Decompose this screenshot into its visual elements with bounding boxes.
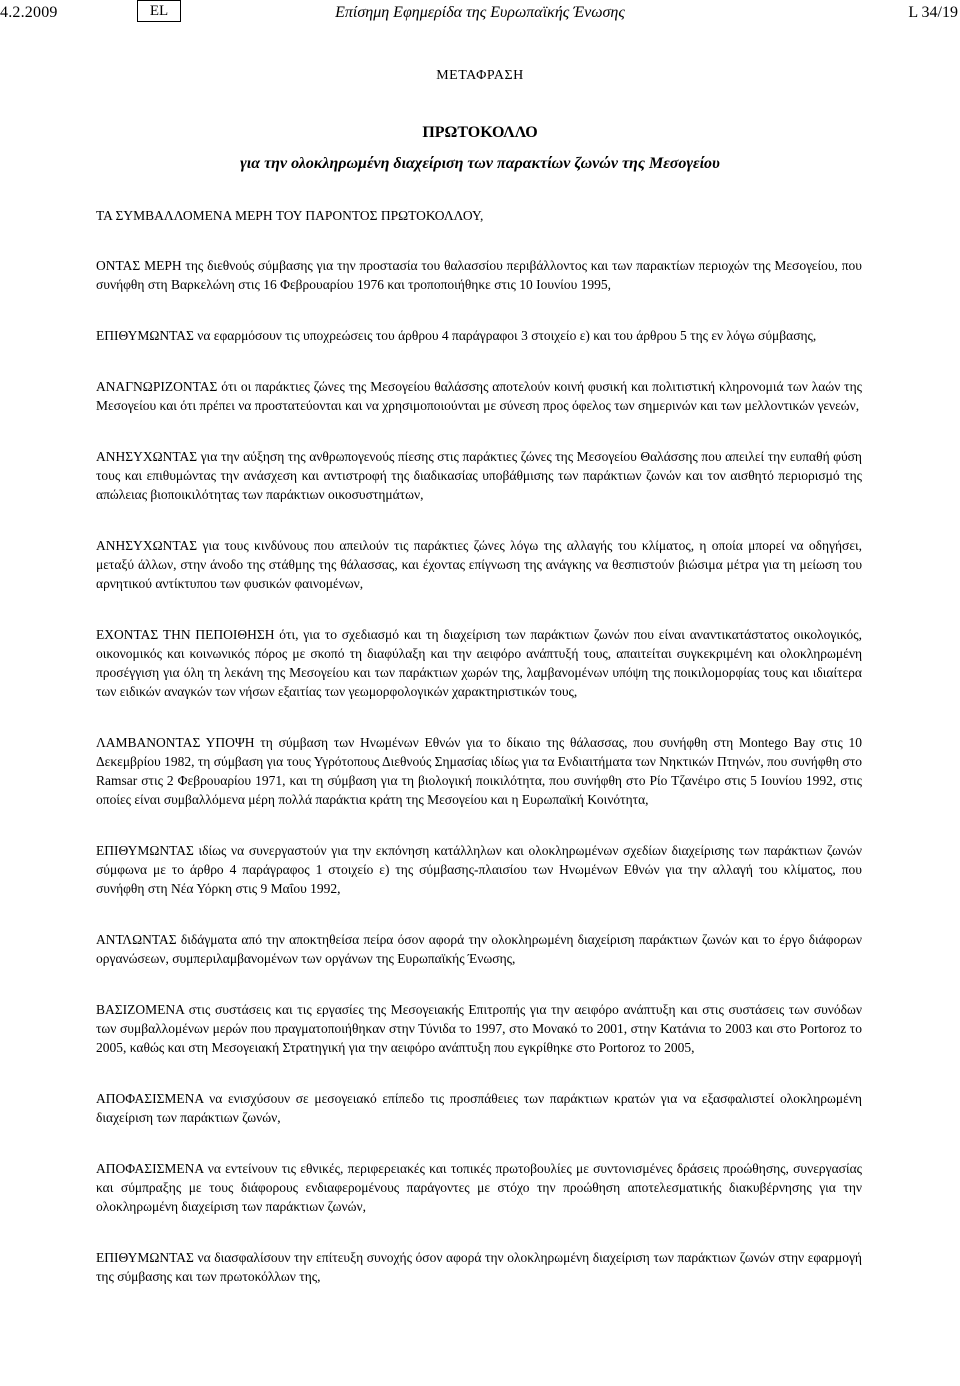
preamble-paragraph: ΕΠΙΘΥΜΩΝΤΑΣ να εφαρμόσουν τις υποχρεώσεις του άρθρου 4 παράγραφοι 3 στοιχείο ε) και του άρθρου 5 της εν λόγω σύμβασης, [96,328,817,343]
page-header [0,0,960,30]
journal-title: Επίσημη Εφημερίδα της Ευρωπαϊκής Ένωσης [335,4,625,21]
preamble-paragraph: ΑΠΟΦΑΣΙΣΜΕΝΑ να ενισχύσουν σε μεσογειακό επίπεδο τις προσπάθειες των παράκτιων κρατών για να εξασφαλιστεί ολοκληρωμένη διαχείριση των παράκτιων ζωνών, [96,1091,862,1125]
preamble-paragraph: ΑΠΟΦΑΣΙΣΜΕΝΑ να εντείνουν τις εθνικές, περιφερειακές και τοπικές πρωτοβουλίες με συντονισμένες δράσεις προώθησης, συνεργασίας και σύμπραξης με τους διάφορους ενδιαφερομένους παράγοντες με στόχο την προώθηση αποτελεσματικής διακυβέρνησης για την ολοκληρωμένη διαχείριση των παράκτιων ζωνών, [96,1161,862,1214]
preamble-paragraph: ΛΑΜΒΑΝΟΝΤΑΣ ΥΠΟΨΗ τη σύμβαση των Ηνωμένων Εθνών για το δίκαιο της θάλασσας, που συνήφθη στη Montego Bay στις 10 Δεκεμβρίου 1982, τη σύμβαση για τους Υγρότοπους Διεθνούς Σημασίας ιδίως για τα Ενδιαιτήματα των Νηκτικών Πτηνών, που συνήφθη στο Ramsar στις 2 Φεβρουαρίου 1971, και τη σύμβαση για τη βιολογική ποικιλότητα, που συνήφθη στο Ρίο Τζανέιρο στις 5 Ιουνίου 1992, στις οποίες είναι συμβαλλόμενα μέρη πολλά παράκτια κράτη της Μεσογείου και η Ευρωπαϊκή Κοινότητα, [96,735,862,807]
document-title: ΠΡΩΤΟΚΟΛΛΟ [422,124,538,141]
preamble-paragraph: ΑΝΤΛΩΝΤΑΣ διδάγματα από την αποκτηθείσα πείρα όσον αφορά την ολοκληρωμένη διαχείριση παράκτιων ζωνών και το έργο διάφορων οργανώσεων, συμπεριλαμβανομένων των οργάνων της Ευρωπαϊκής Ένωσης, [96,932,862,966]
preamble-paragraph: ΑΝΑΓΝΩΡΙΖΟΝΤΑΣ ότι οι παράκτιες ζώνες της Μεσογείου θαλάσσης αποτελούν κοινή φυσική και πολιτιστική κληρονομιά των λαών της Μεσογείου και ότι πρέπει να προστατεύονται και να χρησιμοποιούνται με σύνεση προς όφελος των σημερινών και των μελλοντικών γενεών, [96,379,862,413]
preamble-paragraph: ΕΧΟΝΤΑΣ ΤΗΝ ΠΕΠΟΙΘΗΣΗ ότι, για το σχεδιασμό και τη διαχείριση των παράκτιων ζωνών που είναι αναντικατάστατος οικολογικός, οικονομικός και κοινωνικός πόρος με σκοπό τη διαφύλαξη και την αειφόρο ανάπτυξή τους, απαιτείται συγκεκριμένη και ολοκληρωμένη προσέγγιση για όλη τη λεκάνη της Μεσογείου και των παράκτιων χωρών της, λαμβανομένων υπόψη της ποικιλομορφίας τους και ιδιαίτερα των ειδικών αναγκών των νήσων εξαιτίας των γεωμορφολογικών χαρακτηριστικών τους, [96,627,862,699]
preamble-paragraph: ΑΝΗΣΥΧΩΝΤΑΣ για την αύξηση της ανθρωπογενούς πίεσης στις παράκτιες ζώνες της Μεσογείου Θαλάσσης που απειλεί την ευπαθή φύση τους και επιθυμώντας την ανάσχεση και αντιστροφή της διαδικασίας υποβάθμισης των παράκτιων ζωνών και τον αισθητό περιορισμό της απώλειας βιοποικιλότητας των παράκτιων οικοσυστημάτων, [96,449,862,502]
page-number: L 34/19 [908,4,958,21]
preamble [96,206,862,1318]
preamble-paragraph: ΕΠΙΘΥΜΩΝΤΑΣ ιδίως να συνεργαστούν για την εκπόνηση κατάλληλων και ολοκληρωμένων σχεδίων διαχείρισης των παράκτιων ζωνών σύμφωνα με το άρθρο 4 παράγραφος 1 στοιχείο ε) της σύμβασης-πλαισίου των Ηνωμένων Εθνών για την αλλαγή του κλίματος, που συνήφθη στη Νέα Υόρκη στις 9 Μαΐου 1992, [96,843,862,896]
language-badge: EL [137,0,181,22]
preamble-paragraph: ΤΑ ΣΥΜΒΑΛΛΟΜΕΝΑ ΜΕΡΗ ΤΟΥ ΠΑΡΟΝΤΟΣ ΠΡΩΤΟΚΟΛΛΟΥ, [96,208,484,223]
publication-date: 4.2.2009 [0,4,58,21]
preamble-paragraph: ΒΑΣΙΖΟΜΕΝΑ στις συστάσεις και τις εργασίες της Μεσογειακής Επιτροπής για την αειφόρο ανάπτυξη και στις συστάσεις των συνόδων των συμβαλλομένων μερών που πραγματοποιήθηκαν στην Τύνιδα το 1997, στο Μονακό το 2001, στην Κατάνια το 2003 και στο Portoroz το 2005, καθώς και στη Μεσογειακή Στρατηγική για την αειφόρο ανάπτυξη που εγκρίθηκε στο Portoroz το 2005, [96,1002,862,1055]
translation-label: ΜΕΤΑΦΡΑΣΗ [436,68,524,83]
preamble-paragraph: ΟΝΤΑΣ ΜΕΡΗ της διεθνούς σύμβασης για την προστασία του θαλασσίου περιβάλλοντος και των παρακτίων περιοχών της Μεσογείου, που συνήφθη στη Βαρκελώνη στις 16 Φεβρουαρίου 1976 και τροποποιήθηκε στις 10 Ιουνίου 1995, [96,258,862,292]
preamble-paragraph: ΕΠΙΘΥΜΩΝΤΑΣ να διασφαλίσουν την επίτευξη συνοχής όσον αφορά την ολοκληρωμένη διαχείριση των παράκτιων ζωνών στην εφαρμογή της σύμβασης και των πρωτοκόλλων της, [96,1250,862,1284]
preamble-paragraph: ΑΝΗΣΥΧΩΝΤΑΣ για τους κινδύνους που απειλούν τις παράκτιες ζώνες λόγω της αλλαγής του κλίματος, η οποία μπορεί να οδηγήσει, μεταξύ άλλων, στην άνοδο της στάθμης της θάλασσας, και έχοντας επίγνωση της ανάγκης να θεσπιστούν βιώσιμα μέτρα για τη μείωση του αρνητικού αντίκτυπου των φυσικών φαινομένων, [96,538,862,591]
document-subtitle: για την ολοκληρωμένη διαχείριση των παρακτίων ζωνών της Μεσογείου [240,155,720,172]
